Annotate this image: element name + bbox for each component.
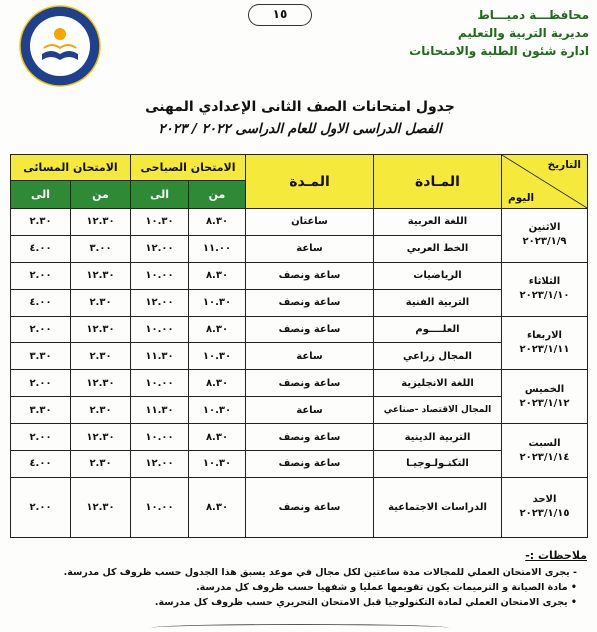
evening-from-cell: ٢.٣٠ (71, 397, 131, 424)
morning-to-cell: ١٠.٣٠ (131, 209, 189, 236)
day-name: الاثنين (528, 222, 561, 234)
morning-to-cell: ١١.٣٠ (131, 343, 189, 370)
subject-cell: الرياضيات (374, 262, 502, 289)
evening-from-cell: ٢.٣٠ (71, 343, 131, 370)
morning-from-cell: ٨.٣٠ (189, 209, 246, 236)
morning-from-cell: ١٠.٣٠ (189, 289, 246, 316)
subject-cell: الخط العربي (374, 235, 502, 262)
document-title (100, 96, 500, 140)
subject-cell: المجال زراعي (374, 343, 502, 370)
morning-to-cell: ١٠.٠٠ (131, 262, 189, 289)
duration-cell: ساعة (246, 235, 374, 262)
table-row (11, 343, 588, 370)
footer-divider (150, 624, 450, 632)
day-cell (502, 370, 588, 424)
table-row (11, 370, 588, 397)
evening-exam-header: الامتحان المسائى (11, 155, 131, 181)
subject-cell: التربية الفنية (374, 289, 502, 316)
title-line-2: الفصل الدراسى الاول للعام الدراسى ٢٠٢٢ / ٢٠٢٣ (158, 121, 442, 137)
day-cell (502, 316, 588, 370)
issuer-header (389, 6, 589, 60)
evening-from-cell: ١٢.٣٠ (71, 262, 131, 289)
duration-cell: ساعتان (246, 209, 374, 236)
evening-to-cell: ٣.٣٠ (11, 397, 71, 424)
day-name: الاربعاء (527, 329, 562, 341)
ministry-logo-icon (18, 4, 102, 88)
note-item: • مادة الصيانة و الترميمات يكون تقويمها عمليا و شفهيا حسب ظروف كل مدرسة. (196, 582, 577, 593)
evening-from-cell: ١٢.٣٠ (71, 209, 131, 236)
day-name: الاحد (532, 494, 557, 506)
table-row (11, 262, 588, 289)
subject-header: المـادة (374, 155, 502, 209)
subject-cell: المجال الاقتصاد -صناعي (374, 397, 502, 424)
morning-from-cell: ٨.٣٠ (189, 262, 246, 289)
morning-exam-header: الامتحان الصباحى (131, 155, 246, 181)
morning-from-cell: ١٠.٣٠ (189, 451, 246, 478)
table-row (11, 316, 588, 343)
morning-to-cell: ١٠.٠٠ (131, 316, 189, 343)
day-name: الثلاثاء (528, 276, 561, 288)
evening-from-cell: ١٢.٣٠ (71, 370, 131, 397)
duration-cell: ساعة (246, 397, 374, 424)
subject-cell: اللغة الانجليزية (374, 370, 502, 397)
date-header: التاريخ (547, 159, 581, 171)
duration-cell: ساعة ونصف (246, 477, 374, 537)
evening-from-cell: ١٢.٣٠ (71, 316, 131, 343)
morning-from-cell: ٨.٣٠ (189, 424, 246, 451)
duration-cell: ساعة (246, 343, 374, 370)
day-header: اليوم (508, 192, 535, 204)
note-item: - يجرى الامتحان العملي للمجالات مدة ساعتين لكل مجال في موعد يسبق هذا الجدول حسب ظروف كل مدرسة. (63, 567, 577, 578)
day-cell (502, 262, 588, 316)
table-row (11, 235, 588, 262)
day-date: ٢٠٢٣/١/١٠ (519, 290, 570, 302)
morning-to-cell: ١٢.٠٠ (131, 235, 189, 262)
evening-from-cell: ٢.٣٠ (71, 451, 131, 478)
governorate-line: محافظـــة دميـــاط (477, 8, 589, 22)
morning-from-cell: ٨.٣٠ (189, 370, 246, 397)
table-row (11, 451, 588, 478)
subject-cell: التربية الدينية (374, 424, 502, 451)
evening-to-cell: ٢.٣٠ (11, 209, 71, 236)
morning-to-cell: ١١.٣٠ (131, 397, 189, 424)
notes-title: ملاحظات :- (525, 549, 587, 562)
evening-to-cell: ٢.٠٠ (11, 262, 71, 289)
duration-cell: ساعة ونصف (246, 316, 374, 343)
subject-cell: الدراسات الاجتماعية (374, 477, 502, 537)
evening-to-cell: ٢.٠٠ (11, 370, 71, 397)
morning-to-cell: ١٢.٠٠ (131, 451, 189, 478)
evening-to-cell: ٢.٠٠ (11, 316, 71, 343)
morning-from-header: من (189, 181, 246, 209)
day-cell (502, 477, 588, 537)
evening-from-cell: ١٢.٣٠ (71, 477, 131, 537)
day-date: ٢٠٢٣/١/١٢ (519, 397, 570, 409)
morning-to-cell: ١٢.٠٠ (131, 289, 189, 316)
morning-from-cell: ٨.٣٠ (189, 316, 246, 343)
note-item: • يجرى الامتحان العملي لمادة التكنولوجيا قبل الامتحان التحريري حسب ظروف كل مدرسة. (154, 597, 577, 608)
directorate-line: مديرية التربية والتعليم (457, 26, 589, 40)
duration-cell: ساعة ونصف (246, 289, 374, 316)
notes-section (20, 548, 587, 610)
duration-cell: ساعة ونصف (246, 262, 374, 289)
date-day-header (502, 155, 588, 209)
morning-from-cell: ١١.٠٠ (189, 235, 246, 262)
evening-from-header: من (71, 181, 131, 209)
morning-from-cell: ١٠.٣٠ (189, 343, 246, 370)
day-name: السبت (528, 437, 561, 449)
duration-cell: ساعة ونصف (246, 451, 374, 478)
evening-from-cell: ١٢.٣٠ (71, 424, 131, 451)
title-line-1: جدول امتحانات الصف الثانى الإعدادي المهنى (145, 99, 455, 115)
morning-to-header: الى (131, 181, 189, 209)
page-number: ١٥ (248, 4, 312, 26)
table-row (11, 209, 588, 236)
duration-cell: ساعة ونصف (246, 424, 374, 451)
subject-cell: التكنـولـوجيـا (374, 451, 502, 478)
day-cell (502, 424, 588, 478)
duration-cell: ساعة ونصف (246, 370, 374, 397)
morning-to-cell: ١٠.٠٠ (131, 424, 189, 451)
morning-from-cell: ١٠.٣٠ (189, 397, 246, 424)
evening-from-cell: ٣.٠٠ (71, 235, 131, 262)
table-row (11, 289, 588, 316)
day-cell (502, 209, 588, 263)
evening-to-cell: ٣.٣٠ (11, 343, 71, 370)
table-row (11, 477, 588, 537)
department-line: ادارة شئون الطلبة والامتحانات (409, 44, 589, 58)
evening-to-cell: ٢.٠٠ (11, 477, 71, 537)
exam-schedule-table (10, 154, 588, 538)
morning-to-cell: ١٠.٠٠ (131, 370, 189, 397)
morning-to-cell: ١٠.٠٠ (131, 477, 189, 537)
duration-header: المـدة (246, 155, 374, 209)
day-name: الخميس (524, 383, 565, 395)
morning-from-cell: ٨.٣٠ (189, 477, 246, 537)
table-row (11, 397, 588, 424)
evening-to-cell: ٢.٠٠ (11, 424, 71, 451)
evening-from-cell: ٢.٣٠ (71, 289, 131, 316)
table-row (11, 424, 588, 451)
day-date: ٢٠٢٣/١/١٤ (519, 451, 570, 463)
day-date: ٢٠٢٣/١/١١ (519, 343, 570, 355)
evening-to-cell: ٤.٠٠ (11, 235, 71, 262)
subject-cell: العلــــوم (374, 316, 502, 343)
evening-to-cell: ٤.٠٠ (11, 289, 71, 316)
evening-to-header: الى (11, 181, 71, 209)
day-date: ٢٠٢٣/١/٩ (522, 236, 567, 248)
day-date: ٢٠٢٣/١/١٥ (519, 508, 570, 520)
evening-to-cell: ٤.٠٠ (11, 451, 71, 478)
subject-cell: اللغة العربية (374, 209, 502, 236)
